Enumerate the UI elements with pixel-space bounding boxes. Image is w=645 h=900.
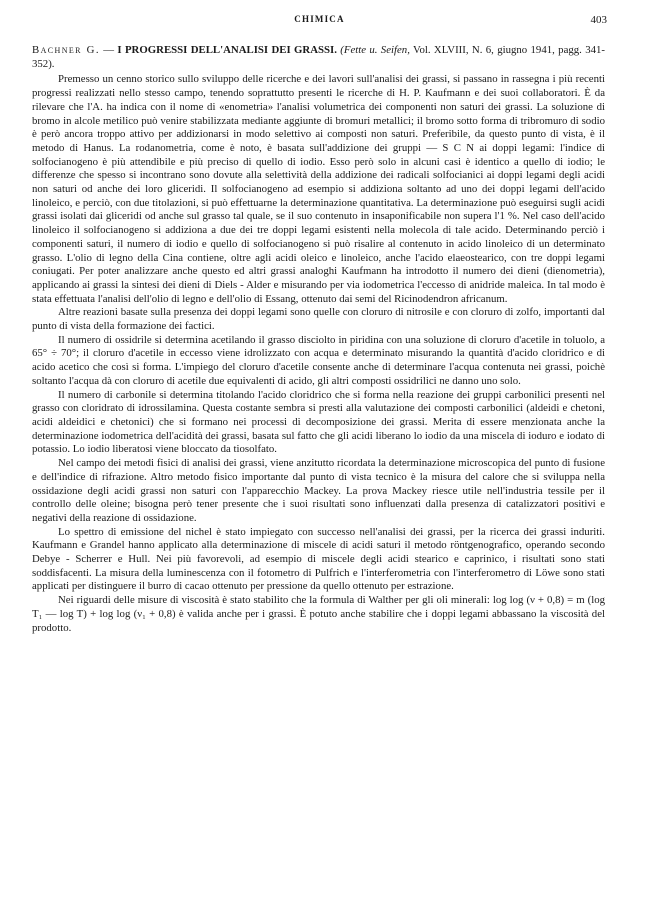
section-title: CHIMICA bbox=[294, 14, 345, 24]
article-title: I PROGRESSI DELL'ANALISI DEI GRASSI. bbox=[117, 44, 337, 56]
paragraph-7: Nei riguardi delle misure di viscosità è stato stabilito che la formula di Walther per gli oli minerali: log log (ν + 0,8) = m (log T₁ — log T) + log log (ν₁ + 0,8) è valida anche per i grassi. È potuto anche stabilire che i doppi legami abbassano la viscosità del prodotto. bbox=[32, 594, 605, 634]
paragraph-4: Il numero di carbonile si determina titolando l'acido cloridrico che si forma nella reazione dei gruppi carbonilici presenti nel grasso con cloridrato di idrossilamina. Questa costante sembra si presti alla valutazione dei composti carbonilici (aldeidi e chetoni, acidi aldeidici e chetonici) che si formano nei processi di decomposizione dei grassi. Merita di essere menzionata anche la determinazione iodometrica dell'acidità dei grassi, basata sul fatto che gli acidi liberano lo iodio da una miscela di ioduro e iodato di potassio. Lo iodio liberatosi viene bloccato da tiosolfato. bbox=[32, 388, 605, 456]
article-source: (Fette u. Seifen, bbox=[340, 44, 410, 56]
article-body bbox=[32, 44, 605, 890]
running-head bbox=[32, 14, 607, 28]
article-author: Bachner G. bbox=[32, 44, 100, 56]
header-dash: — bbox=[99, 44, 118, 56]
page-number: 403 bbox=[590, 14, 607, 26]
paragraph-5: Nel campo dei metodi fisici di analisi dei grassi, viene anzitutto ricordata la determinazione microscopica del punto di fusione e dell'indice di rifrazione. Altro metodo fisico importante dal punto di vista tecnico è la misura del calore che si sviluppa nella ossidazione degli acidi grassi non saturi con l'apparecchio Mackey. La prova Mackey riesce utile nell'industria tessile per il controllo delle oleine; bisogna però tener presente che i suoi risultati sono influenzati dalla presenza di catalizzatori positivi e negativi della reazione di ossidazione. bbox=[32, 457, 605, 524]
paragraph-6: Lo spettro di emissione del nichel è stato impiegato con successo nell'analisi dei grassi, per la ricerca dei grassi induriti. Kaufmann e Grandel hanno applicato alla determinazione di miscele di acidi saturi il metodo röntgenografico, operando secondo Debye - Scherrer e Hull. Nei più favorevoli, ad esempio di miscele degli acidi stearico e caprinico, i risultati sono stati soddisfacenti. La misura della luminescenza con il fotometro di Pulfrich e l'interferometria con l'interferometro di Löwe sono stati applicati per distinguere il burro di cacao ottenuto per pressione da quello ottenuto per estrazione. bbox=[32, 525, 605, 593]
paragraph-1: Premesso un cenno storico sullo sviluppo delle ricerche e dei lavori sull'analisi dei grassi, si passano in rassegna i più recenti progressi realizzati nello stesso campo, tenendo soprattutto presenti le ricerche di H. P. Kaufmann e dei suoi collaboratori. È da rilevare che l'A. ha indica con il nome di «enometria» l'analisi volumetrica dei componenti non saturi dei grassi. La soluzione di bromo in alcole metilico può venire stabilizzata mediante aggiunte di bromuri metallici; il bromo sotto forma di tribromuro di sodio è però ancora troppo attivo per addizionarsi in modo selettivo ai composti non saturi. Preferibile, da questo punto di vista, è il metodo di Hanus. La rodanometria, come è noto, è basata sull'addizione dei gruppi — S C N ai doppi legami: l'indice di solfocianogeno è più attendibile e più preciso di quello di iodio. Esso però solo in alcuni casi è identico a quello di iodio; le differenze che spesso si incontrano sono dovute alla selettività della addizione dei radicali solfocianici ai doppi legami degli acidi non saturi od anche dei loro gliceridi. Il solfocianogeno ad esempio si addiziona soltanto ad uno dei doppi legami dell'acido linoleico, e perciò, con due titolazioni, si può effettuarne la determinazione quantitativa. La determinazione può eseguirsi sugli acidi grassi isolati dai gliceridi od anche sul grasso tal quale, se il suo contenuto in insaponificabile non supera l'1 %. Nel caso dell'acido linoleico il solfocianogeno si addiziona a due dei tre doppi legami esistenti nella molecola di tale acido. Determinando perciò i componenti saturi, il numero di iodio e quello di solfocianogeno si può risalire al contenuto in acido linoleico di un determinato grasso. L'olio di legno della Cina contiene, oltre agli acidi oleico e linoleico, anche l'acido elaeostearico, con tre doppi legami coniugati. Per poter analizzare anche questo ed altri grassi analoghi Kaufmann ha introdotto il numero dei dieni (dienometria), applicando ai grassi la sintesi dei dieni di Diels - Alder e misurando per via iodometrica l'eccesso di anidride maleica. In tal modo è stata effettuata l'analisi dell'olio di legno e dell'olio di Essang, ottenuto dai semi del Ricinodendron africanum. bbox=[32, 73, 605, 305]
article-citation: Vol. XLVIII, N. 6, giugno 1941, pagg. 341-352). bbox=[32, 44, 605, 70]
article-header bbox=[32, 44, 605, 71]
paragraph-3: Il numero di ossidrile si determina acetilando il grasso disciolto in piridina con una soluzione di cloruro d'acetile in toluolo, a 65° ÷ 70°; il cloruro d'acetile in eccesso viene idrolizzato con acqua e determinato misurando la quantità d'acido cloridrico e di acido acetico che così si forma. L'impiego del cloruro d'acetile consente anche di determinare l'acqua contenuta nei grassi, poichè soltanto l'acqua dà con cloruro di acetile due equivalenti di acido, gli altri composti ossidrilici ne danno uno solo. bbox=[32, 333, 605, 387]
paragraph-2: Altre reazioni basate sulla presenza dei doppi legami sono quelle con cloruro di nitrosile e con cloruro di zolfo, importanti dal punto di vista della formazione dei factici. bbox=[32, 306, 605, 333]
